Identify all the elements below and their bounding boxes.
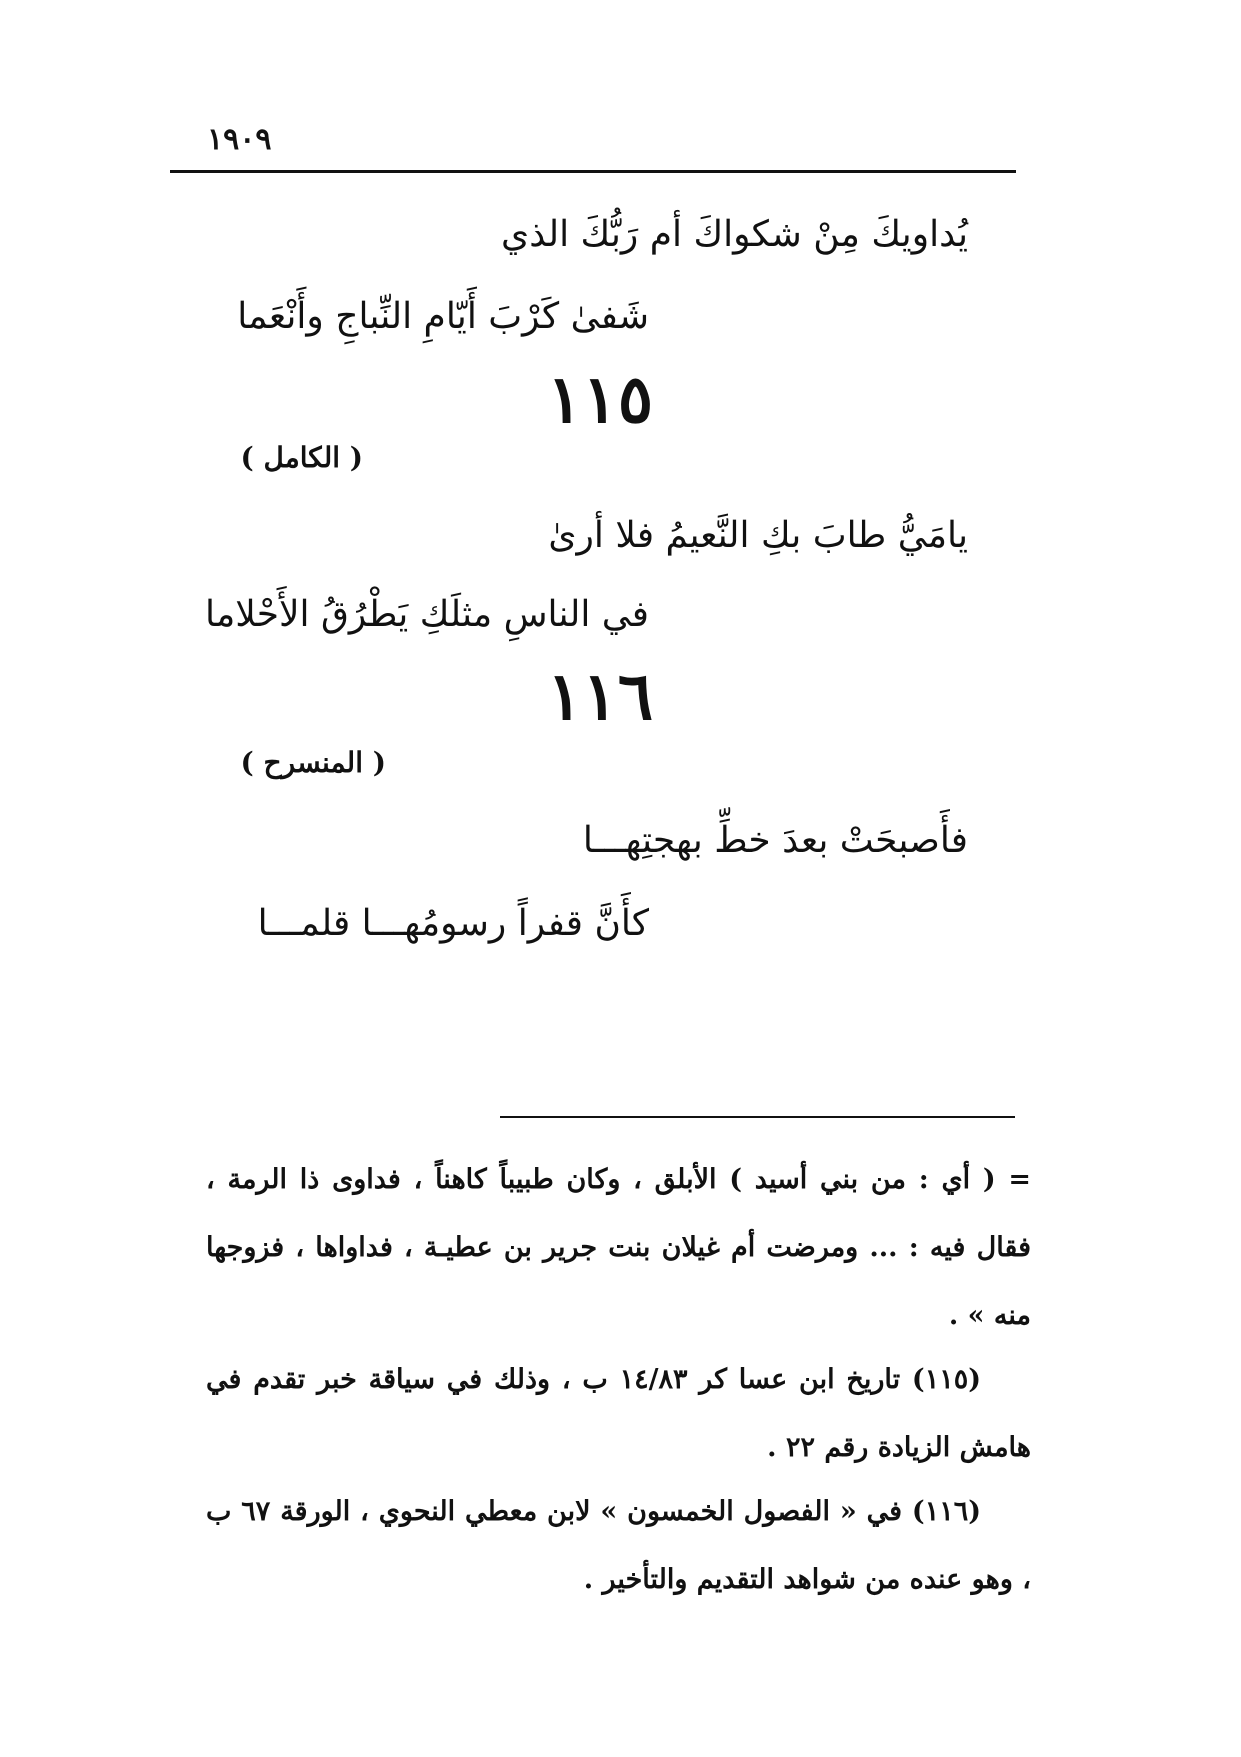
page-number: ١٩٠٩ [207,122,272,157]
verse-line: يامَيُّ طابَ بكِ النَّعيمُ فلا أرىٰ [548,515,968,556]
poem-number: ١١٥ [546,360,654,438]
verse-line: يُداويكَ مِنْ شكواكَ أم رَبُّكَ الذي [501,214,968,255]
footnote-rule [500,1116,1015,1118]
verse-line: في الناسِ مثلَكِ يَطْرُقُ الأَحْلاما [204,594,649,635]
poem-number: ١١٦ [546,657,654,735]
verse-line: شَفىٰ كَرْبَ أَيّامِ النِّباجِ وأَنْعَما [237,296,649,337]
verse-line: فأَصبحَتْ بعدَ خطِّ بهجتِهـــا [582,820,968,861]
footnote: (١١٥) تاريخ ابن عسا كر ١٤/٨٣ ب ، وذلك في سياقة خبر تقدم في هامش الزيادة رقم ٢٢ . [206,1364,1031,1463]
meter-label: ( المنسرح ) [240,746,386,779]
footnote: (١١٦) في « الفصول الخمسون » لابن معطي النحوي ، الورقة ٦٧ ب ، وهو عنده من شواهد التقديم والتأخير . [206,1496,1031,1595]
header-rule [170,170,1016,173]
footnote: = ( أي : من بني أسيد ) الأبلق ، وكان طبيباً كاهناً ، فداوى ذا الرمة ، فقال فيه : ... ومرضت أم غيلان بنت جرير بن عطيـة ، فداواها ، فزوجها منه » . [206,1164,1031,1331]
verse-line: كأَنَّ قفراً رسومُهـــا قلمـــا [257,903,649,944]
meter-label: ( الكامل ) [240,441,363,474]
